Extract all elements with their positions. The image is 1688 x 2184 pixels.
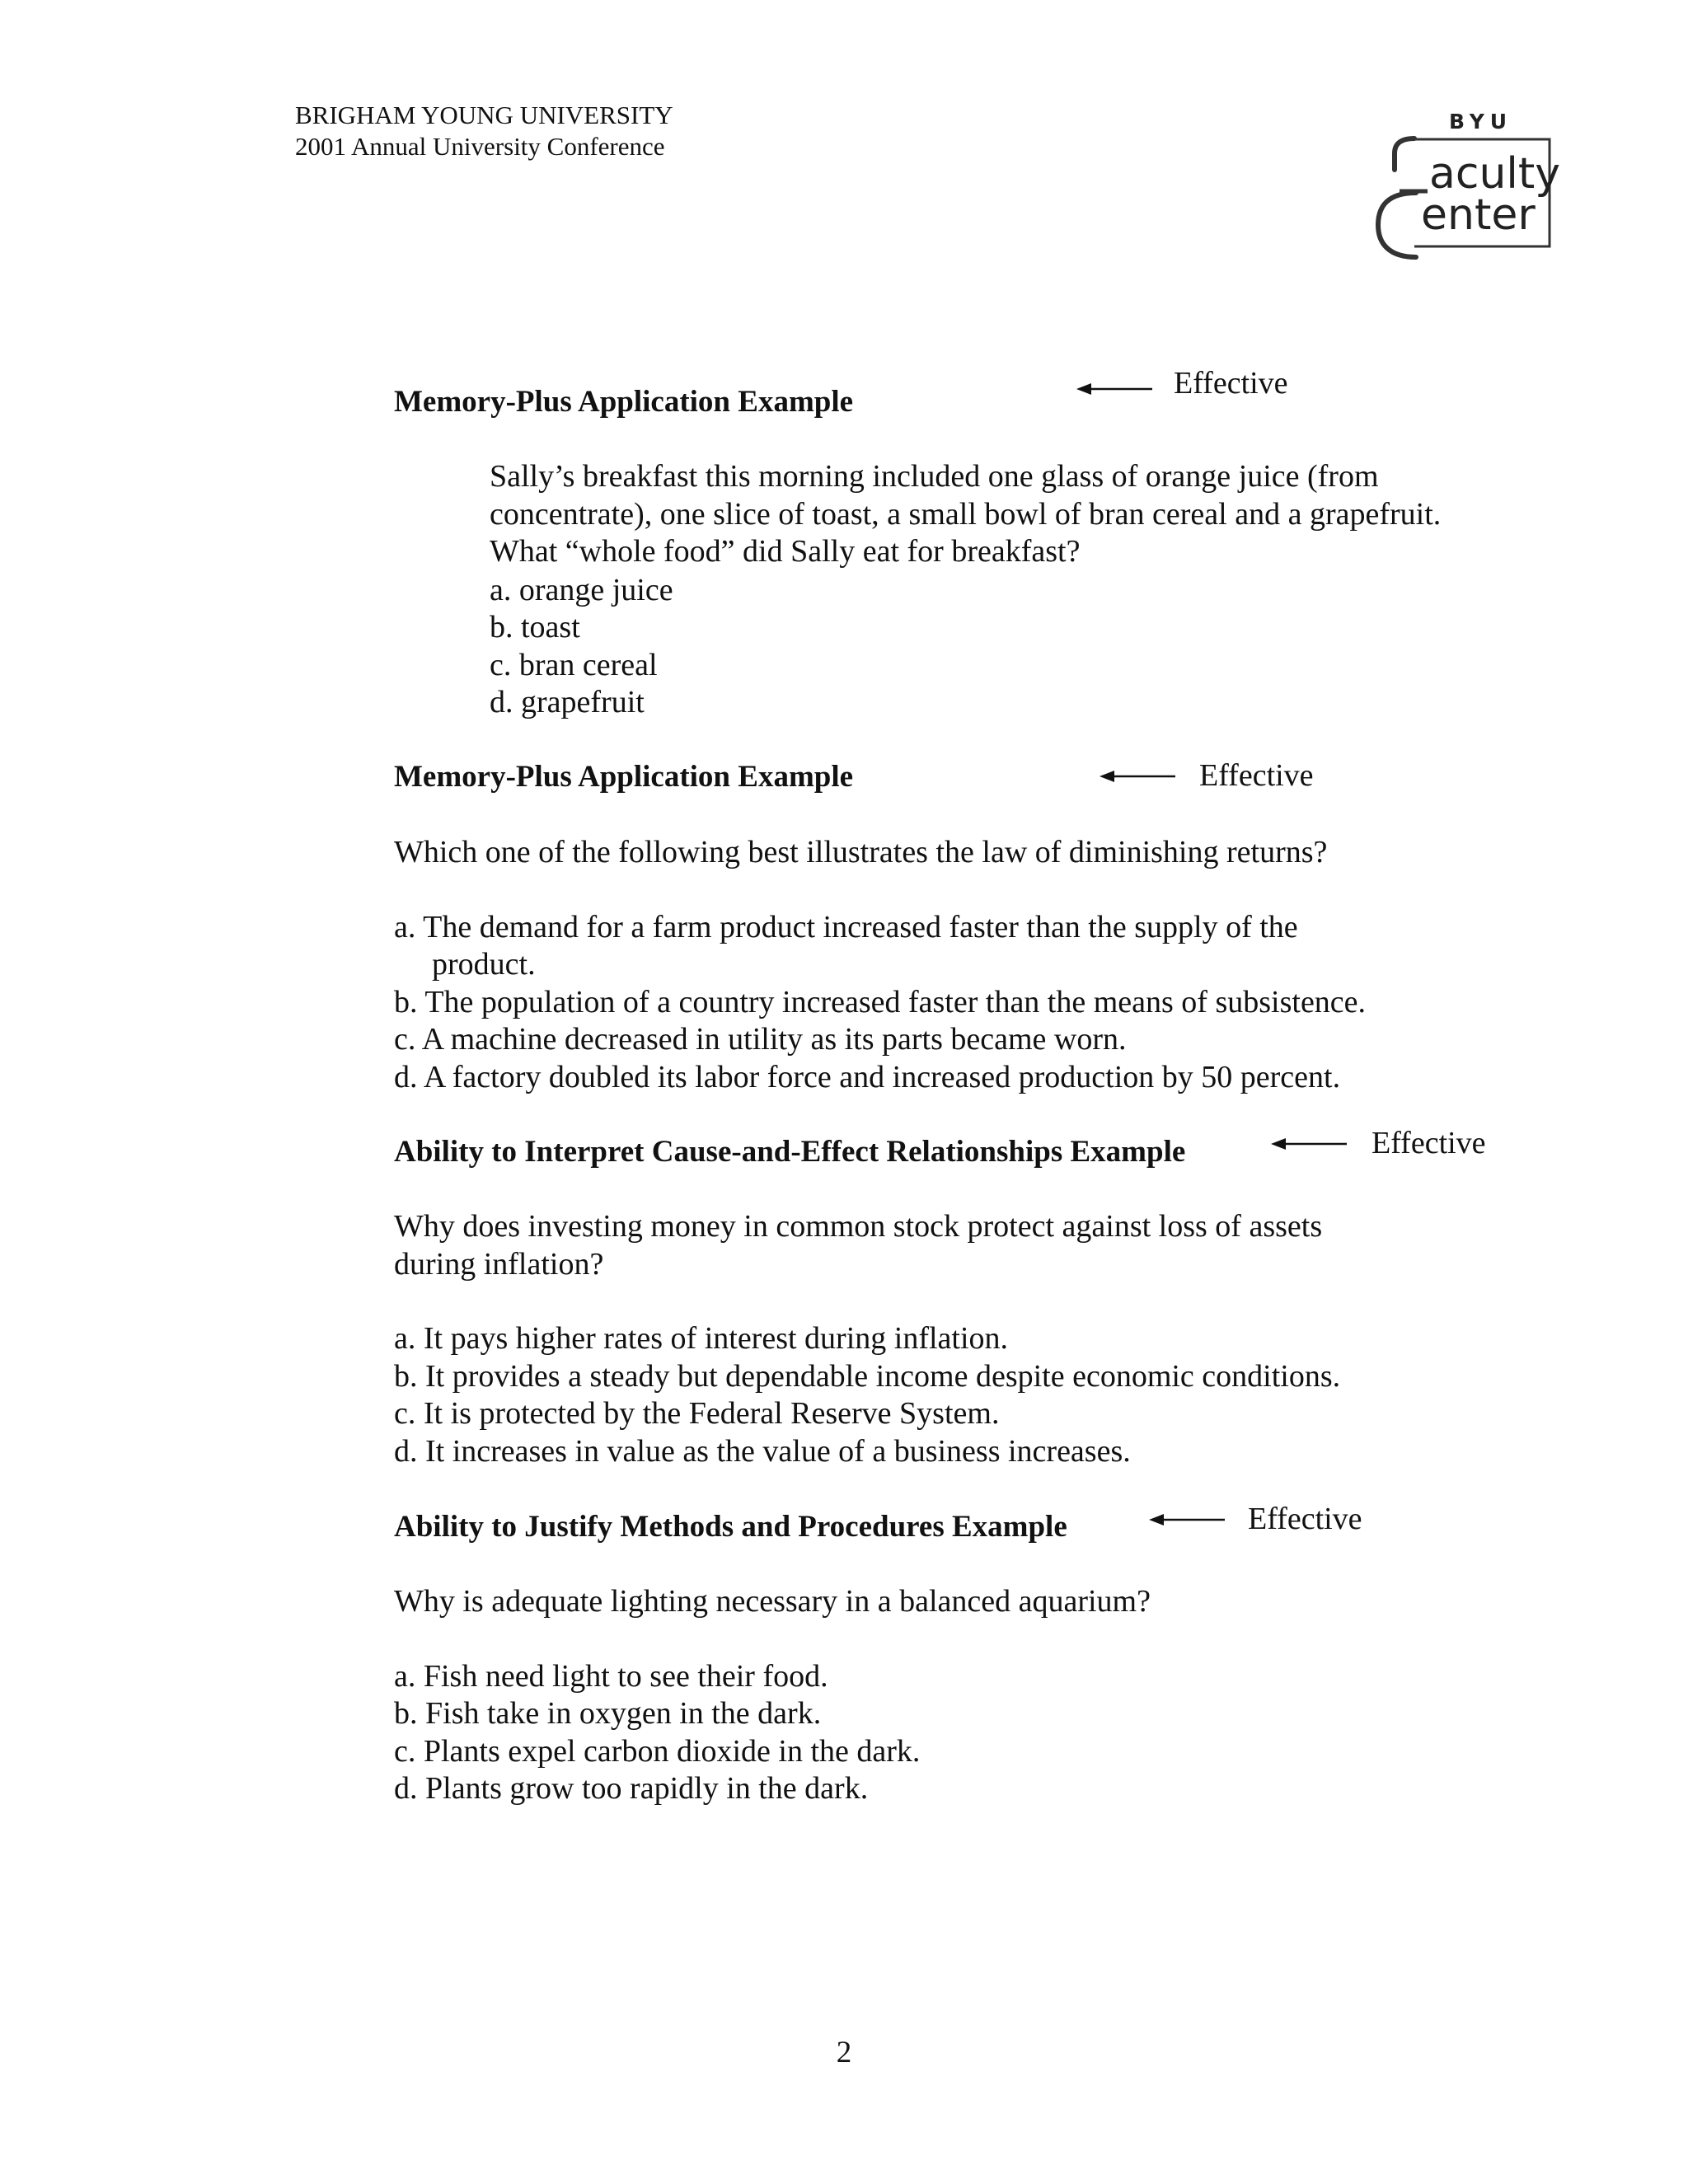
section-2-option-a-cont: product. xyxy=(432,947,536,982)
section-1-option-a: a. orange juice xyxy=(490,573,673,607)
section-1-rating: Effective xyxy=(1174,366,1288,401)
section-4-option-a: a. Fish need light to see their food. xyxy=(394,1659,828,1694)
section-2-rating: Effective xyxy=(1199,758,1314,793)
section-3-option-c: c. It is protected by the Federal Reserve System. xyxy=(394,1396,1000,1431)
section-2-option-b: b. The population of a country increased faster than the means of subsistence. xyxy=(394,985,1367,1019)
section-2-question: Which one of the following best illustrates the law of diminishing returns? xyxy=(394,835,1328,869)
section-1-heading: Memory-Plus Application Example xyxy=(394,385,854,419)
header-institution: BRIGHAM YOUNG UNIVERSITY xyxy=(295,101,673,129)
logo-center-text: enter xyxy=(1421,190,1536,240)
section-4-option-d: d. Plants grow too rapidly in the dark. xyxy=(394,1771,869,1806)
section-2-option-a: a. The demand for a farm product increased faster than the supply of the xyxy=(394,910,1298,944)
logo-byu-text: BYU xyxy=(1449,110,1513,134)
arrow-left-icon xyxy=(1076,381,1152,397)
section-4-question: Why is adequate lighting necessary in a balanced aquarium? xyxy=(394,1584,1151,1619)
arrow-left-icon xyxy=(1100,768,1175,785)
section-2-option-c: c. A machine decreased in utility as its parts became worn. xyxy=(394,1022,1127,1057)
arrow-left-icon xyxy=(1271,1136,1347,1152)
arrow-left-icon xyxy=(1149,1511,1225,1528)
section-2-heading: Memory-Plus Application Example xyxy=(394,760,854,794)
section-2-option-d: d. A factory doubled its labor force and increased production by 50 percent. xyxy=(394,1060,1341,1094)
section-1-option-b: b. toast xyxy=(490,610,580,644)
section-3-heading: Ability to Interpret Cause-and-Effect Relationships Example xyxy=(394,1135,1186,1169)
logo-faculty-text: aculty xyxy=(1429,149,1561,199)
section-3-question: Why does investing money in common stock protect against loss of assets during inflation? xyxy=(394,1209,1323,1282)
section-1-option-c: c. bran cereal xyxy=(490,648,658,682)
byu-faculty-center-logo xyxy=(1353,105,1568,270)
section-4-rating: Effective xyxy=(1248,1502,1362,1536)
section-1-option-d: d. grapefruit xyxy=(490,685,645,719)
section-3-option-a: a. It pays higher rates of interest during inflation. xyxy=(394,1321,1009,1356)
section-3-option-d: d. It increases in value as the value of a business increases. xyxy=(394,1434,1131,1469)
section-4-option-c: c. Plants expel carbon dioxide in the dark. xyxy=(394,1734,921,1769)
section-4-option-b: b. Fish take in oxygen in the dark. xyxy=(394,1696,822,1731)
page-number: 2 xyxy=(836,2036,852,2069)
section-3-rating: Effective xyxy=(1372,1126,1486,1160)
section-4-heading: Ability to Justify Methods and Procedures Example xyxy=(394,1510,1067,1544)
header-conference: 2001 Annual University Conference xyxy=(295,132,665,161)
section-1-question: Sally’s breakfast this morning included one glass of orange juice (from concentrate), one slice of toast, a small bowl of bran cereal and a grapefruit. What “whole food” did Sally eat for breakfast? xyxy=(490,459,1442,569)
section-3-option-b: b. It provides a steady but dependable income despite economic conditions. xyxy=(394,1359,1341,1394)
